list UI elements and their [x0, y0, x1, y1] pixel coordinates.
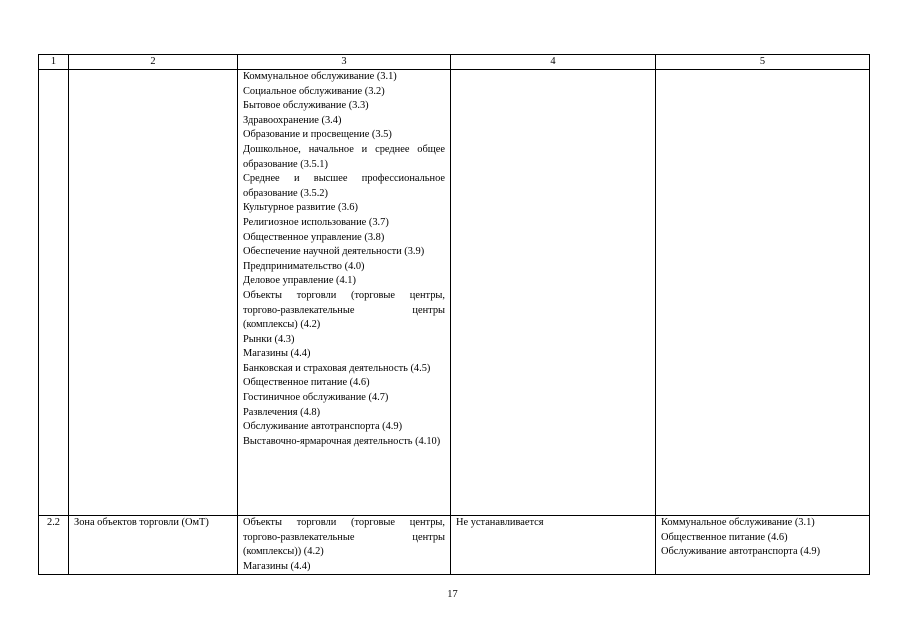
use-item: Среднее и высшее профессиональное образование (3.5.2)	[243, 173, 445, 199]
use-item: Культурное развитие (3.6)	[243, 202, 358, 214]
header-cell-4: 4	[451, 55, 656, 70]
header-cell-5: 5	[656, 55, 870, 70]
use-item: Объекты торговли (торговые центры, торгово-развлекательные центры (комплексы)) (4.2)	[243, 517, 445, 558]
use-item: Гостиничное обслуживание (4.7)	[243, 392, 389, 404]
use-item: Бытовое обслуживание (3.3)	[243, 100, 369, 112]
use-item: Социальное обслуживание (3.2)	[243, 85, 385, 97]
table-header-row	[39, 55, 870, 70]
main-uses-cell	[238, 516, 451, 575]
use-item: Выставочно-ярмарочная деятельность (4.10)	[243, 435, 441, 447]
use-item: Рынки (4.3)	[243, 333, 295, 345]
use-item: Обслуживание автотранспорта (4.9)	[661, 546, 821, 558]
use-item: Общественное питание (4.6)	[243, 377, 370, 389]
row-number-cell: 2.2	[39, 516, 69, 575]
conditional-uses-cell: Не устанавливается	[451, 516, 656, 575]
header-cell-2: 2	[69, 55, 238, 70]
use-item: Объекты торговли (торговые центры, торгово-развлекательные центры (комплексы) (4.2)	[243, 289, 445, 331]
zone-name-cell: Зона объектов торговли (ОмТ)	[69, 516, 238, 575]
use-item: Банковская и страховая деятельность (4.5)	[243, 362, 431, 374]
regulations-table	[38, 54, 870, 575]
conditional-uses-cell	[451, 70, 656, 516]
use-item: Здравоохранение (3.4)	[243, 114, 342, 126]
header-cell-1: 1	[39, 55, 69, 70]
use-item: Магазины (4.4)	[243, 560, 311, 572]
use-item: Образование и просвещение (3.5)	[243, 129, 392, 141]
auxiliary-uses-cell	[656, 516, 870, 575]
use-item: Религиозное использование (3.7)	[243, 216, 389, 228]
use-item: Обслуживание автотранспорта (4.9)	[243, 421, 403, 433]
use-item: Предпринимательство (4.0)	[243, 260, 365, 272]
use-item: Деловое управление (4.1)	[243, 275, 356, 287]
auxiliary-uses-cell	[656, 70, 870, 516]
use-item: Коммунальное обслуживание (3.1)	[243, 71, 397, 82]
use-item: Общественное питание (4.6)	[661, 531, 788, 543]
use-item: Дошкольное, начальное и среднее общее образование (3.5.1)	[243, 143, 445, 170]
use-item: Коммунальное обслуживание (3.1)	[661, 517, 815, 528]
use-item: Развлечения (4.8)	[243, 406, 321, 418]
use-item: Общественное управление (3.8)	[243, 231, 385, 243]
use-item: Магазины (4.4)	[243, 348, 311, 360]
zone-name-cell	[69, 70, 238, 516]
table-row	[39, 70, 870, 516]
row-number-cell	[39, 70, 69, 516]
table-row	[39, 516, 870, 575]
page-number: 17	[447, 589, 458, 600]
main-uses-cell	[238, 70, 451, 516]
header-cell-3: 3	[238, 55, 451, 70]
use-item: Обеспечение научной деятельности (3.9)	[243, 246, 425, 258]
